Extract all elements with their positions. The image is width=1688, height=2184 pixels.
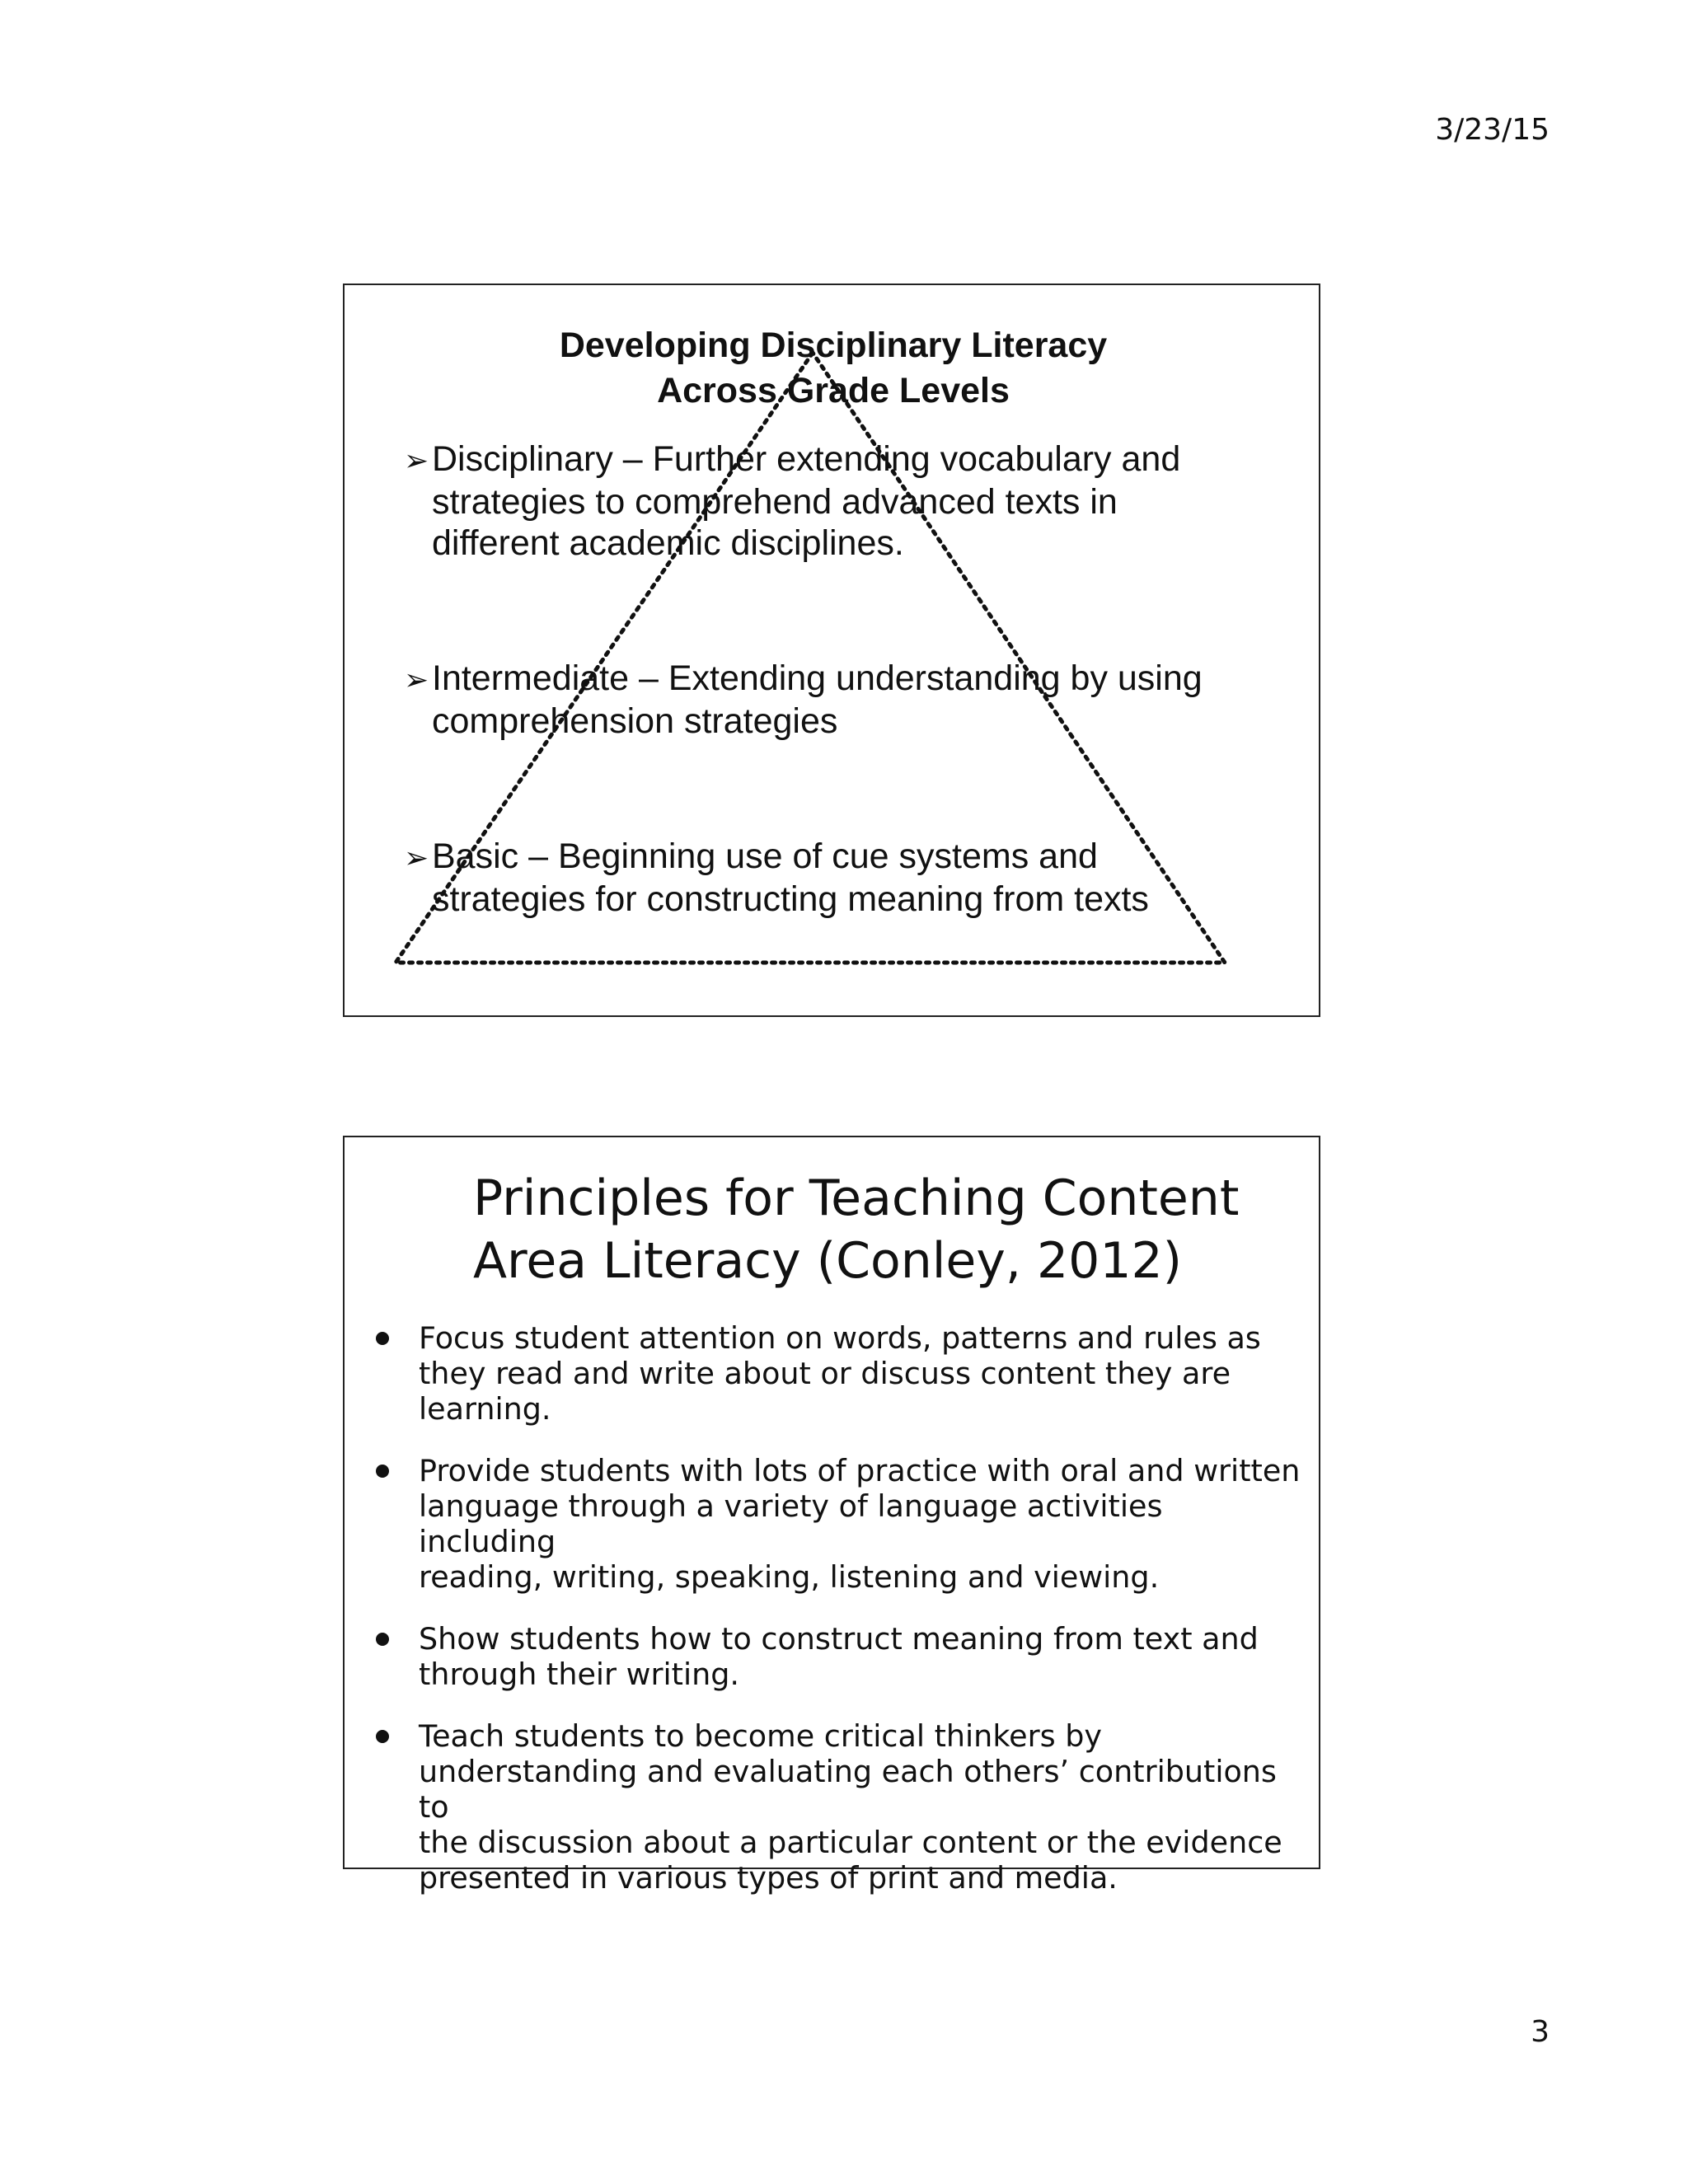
- list-item-line: through their writing.: [419, 1657, 740, 1692]
- header-date: 3/23/15: [1435, 113, 1550, 147]
- page-number: 3: [1531, 2015, 1550, 2049]
- slide-disciplinary-literacy: [343, 284, 1320, 1017]
- pyramid-level-disciplinary: [404, 438, 1278, 564]
- bullet-dot-icon: [376, 1730, 389, 1743]
- bullet-text-line1: Disciplinary – Further extending vocabulary and: [432, 439, 1181, 479]
- slide-2-title-line2: Area Literacy (Conley, 2012): [473, 1232, 1183, 1290]
- list-item-line: reading, writing, speaking, listening and viewing.: [419, 1559, 1160, 1595]
- arrow-bullet-icon: ➢: [404, 443, 429, 477]
- slide-1-title-line1: Developing Disciplinary Literacy: [559, 326, 1108, 365]
- list-item-line: Provide students with lots of practice with oral and written: [419, 1453, 1301, 1488]
- slide-1-title-line2: Across Grade Levels: [657, 371, 1010, 410]
- slide-teaching-principles: [343, 1136, 1320, 1896]
- list-item-line: the discussion about a particular content or the evidence: [419, 1825, 1282, 1860]
- bullet-text-line1: Basic – Beginning use of cue systems and: [432, 837, 1098, 876]
- list-item: [369, 1718, 1301, 1896]
- list-item-line: understanding and evaluating each others’ contributions to: [419, 1754, 1277, 1825]
- pyramid-level-intermediate: [404, 658, 1278, 742]
- bullet-text-line2: strategies to comprehend advanced texts in: [432, 482, 1118, 522]
- slide-1-title: [345, 323, 1322, 414]
- list-item-line: they read and write about or discuss content they are: [419, 1356, 1231, 1391]
- list-item: [369, 1453, 1301, 1595]
- list-item-line: Focus student attention on words, patterns and rules as: [419, 1320, 1261, 1356]
- bullet-text-line1: Intermediate – Extending understanding by using: [432, 658, 1203, 698]
- list-item-line: language through a variety of language activities including: [419, 1488, 1163, 1559]
- bullet-dot-icon: [376, 1465, 389, 1478]
- list-item: [369, 1320, 1301, 1427]
- list-item-line: learning.: [419, 1391, 551, 1427]
- list-item-line: Teach students to become critical thinkers by: [419, 1718, 1103, 1754]
- bullet-text-line3: different academic disciplines.: [432, 523, 904, 563]
- bullet-dot-icon: [376, 1332, 389, 1345]
- bullet-text-line2: strategies for constructing meaning from texts: [432, 879, 1149, 919]
- pyramid-level-basic: [404, 836, 1278, 920]
- slide-2-title: [473, 1167, 1297, 1292]
- list-item: [369, 1621, 1301, 1692]
- bullet-dot-icon: [376, 1633, 389, 1646]
- arrow-bullet-icon: ➢: [404, 841, 429, 874]
- principles-list: [369, 1320, 1301, 1922]
- bullet-text-line2: comprehension strategies: [432, 701, 838, 741]
- arrow-bullet-icon: ➢: [404, 663, 429, 696]
- list-item-line: Show students how to construct meaning from text and: [419, 1621, 1259, 1657]
- list-item-line: presented in various types of print and media.: [419, 1860, 1118, 1896]
- slide-2-title-line1: Principles for Teaching Content: [473, 1169, 1240, 1227]
